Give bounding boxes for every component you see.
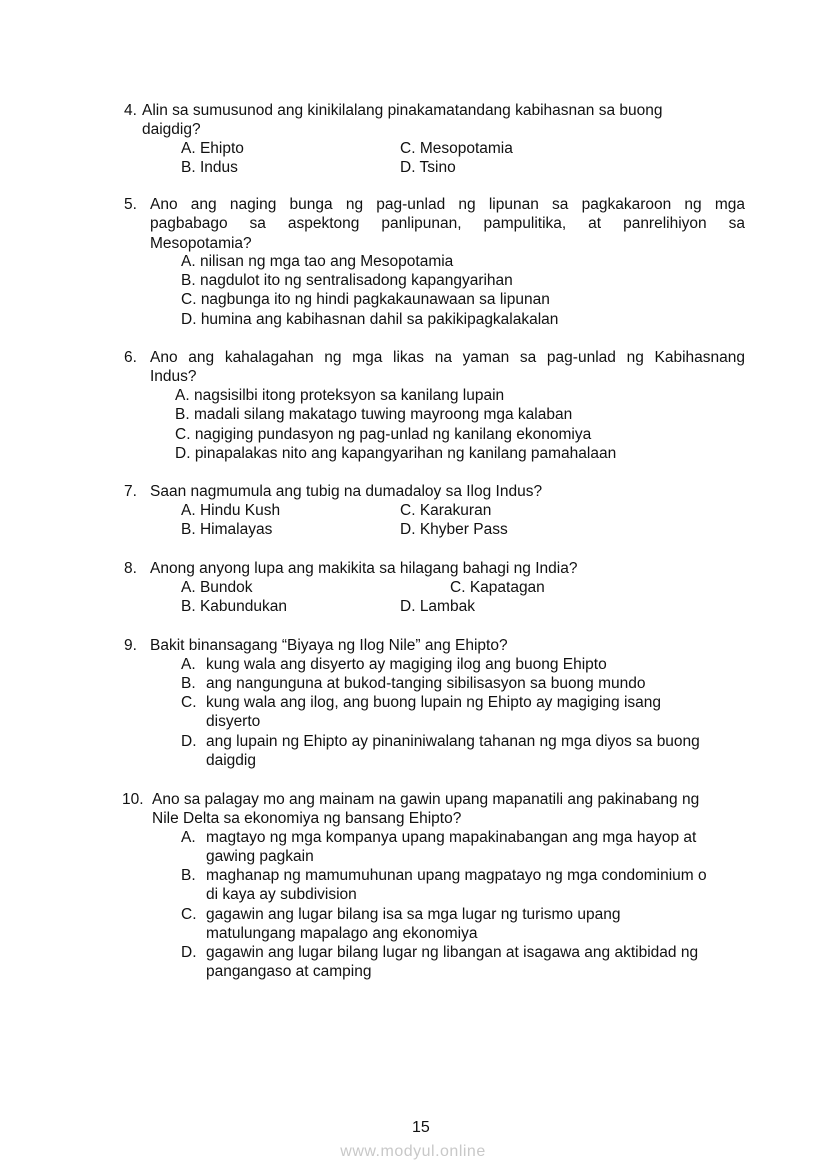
option-text: pinapalakas nito ang kapangyarihan ng kanilang pamahalaan	[194, 445, 617, 462]
option-text: matulungang mapalago ang ekonomiya	[206, 925, 478, 943]
question-stem-line: Ano ang naging bunga ng pag-unlad ng lipunan sa pagkakaroon ng mga	[150, 196, 745, 213]
answer-option	[400, 501, 491, 520]
option-text: Tsino	[419, 159, 456, 176]
answer-option	[181, 139, 244, 158]
option-text: Kabundukan	[199, 598, 288, 615]
option-letter: A.	[181, 829, 196, 846]
question-number: 5.	[124, 196, 137, 213]
option-text: humina ang kabihasnan dahil sa pakikipagkalakalan	[200, 311, 559, 328]
option-text: gagawin ang lugar bilang isa sa mga lugar ng turismo upang	[206, 906, 621, 923]
option-letter: C.	[175, 426, 191, 443]
option-letter: B.	[181, 598, 196, 615]
answer-option	[181, 290, 550, 309]
question-number: 8.	[124, 560, 137, 577]
option-text: maghanap ng mamumuhunan upang magpatayo ng mga condominium o	[206, 867, 707, 884]
answer-option	[181, 597, 287, 616]
option-text: kung wala ang disyerto ay magiging ilog ang buong Ehipto	[206, 656, 607, 673]
question-stem-line: Indus?	[150, 368, 197, 386]
question-stem-line: daigdig?	[142, 121, 201, 139]
option-letter: B.	[181, 675, 196, 692]
answer-option	[175, 386, 504, 405]
option-letter: B.	[181, 272, 196, 289]
option-letter: D.	[181, 944, 197, 961]
option-text: di kaya ay subdivision	[206, 886, 357, 904]
answer-option	[181, 252, 453, 271]
option-letter: A.	[181, 579, 196, 596]
question-number: 4.	[124, 102, 137, 119]
option-letter: C.	[181, 906, 197, 923]
question-stem-line: Ano sa palagay mo ang mainam na gawin upang mapanatili ang pakinabang ng	[152, 791, 700, 808]
option-text: Kapatagan	[469, 579, 545, 596]
answer-option	[400, 158, 456, 177]
answer-option	[175, 444, 616, 463]
answer-option	[181, 520, 272, 539]
option-letter: D.	[181, 311, 197, 328]
option-text: nagbunga ito ng hindi pagkakaunawaan sa lipunan	[200, 291, 550, 308]
question-number: 7.	[124, 483, 137, 500]
answer-option	[175, 425, 591, 444]
option-text: ang nangunguna at bukod-tanging sibilisasyon sa buong mundo	[206, 675, 646, 692]
option-letter: C.	[450, 579, 466, 596]
option-text: ang lupain ng Ehipto ay pinaniniwalang tahanan ng mga diyos sa buong	[206, 733, 700, 750]
option-text: nagiging pundasyon ng pag-unlad ng kanilang ekonomiya	[194, 426, 592, 443]
option-text: gagawin ang lugar bilang lugar ng libangan at isagawa ang aktibidad ng	[206, 944, 699, 961]
option-letter: D.	[400, 598, 416, 615]
option-letter: A.	[181, 502, 196, 519]
answer-option	[450, 578, 545, 597]
question-stem-line: pagbabago sa aspektong panlipunan, pampulitika, at panrelihiyon sa	[150, 215, 745, 233]
option-text: kung wala ang ilog, ang buong lupain ng Ehipto ay magiging isang	[206, 694, 662, 711]
option-text: Khyber Pass	[419, 521, 508, 538]
option-text: Ehipto	[199, 140, 244, 157]
watermark: www.modyul.online	[340, 1143, 486, 1160]
option-text: gawing pagkain	[206, 848, 314, 866]
question-number: 6.	[124, 349, 137, 366]
option-letter: A.	[181, 140, 196, 157]
option-letter: A.	[181, 253, 196, 270]
option-text: nagdulot ito ng sentralisadong kapangyarihan	[199, 272, 513, 289]
question-number: 9.	[124, 637, 137, 654]
question-stem-line: Saan nagmumula ang tubig na dumadaloy sa Ilog Indus?	[150, 483, 543, 500]
answer-option	[181, 158, 238, 177]
question-stem-line: Nile Delta sa ekonomiya ng bansang Ehipto?	[152, 810, 462, 828]
option-text: nilisan ng mga tao ang Mesopotamia	[199, 253, 454, 270]
question-stem-line: Ano ang kahalagahan ng mga likas na yaman sa pag-unlad ng Kabihasnang	[150, 349, 745, 366]
option-text: Himalayas	[199, 521, 273, 538]
option-text: pangangaso at camping	[206, 963, 372, 981]
option-letter: B.	[181, 867, 196, 884]
answer-option	[181, 271, 513, 290]
option-letter: C.	[181, 291, 197, 308]
option-letter: D.	[400, 159, 416, 176]
option-text: Karakuran	[419, 502, 492, 519]
option-text: Hindu Kush	[199, 502, 281, 519]
option-text: madali silang makatago tuwing mayroong mga kalaban	[193, 406, 573, 423]
option-letter: B.	[175, 406, 190, 423]
option-text: Bundok	[199, 579, 253, 596]
option-letter: C.	[400, 140, 416, 157]
option-text: nagsisilbi itong proteksyon sa kanilang lupain	[193, 387, 505, 404]
question-stem-line: Bakit binansagang “Biyaya ng Ilog Nile” ang Ehipto?	[150, 637, 508, 654]
question-stem-line: Anong anyong lupa ang makikita sa hilagang bahagi ng India?	[150, 560, 578, 577]
option-letter: C.	[400, 502, 416, 519]
question-number: 10.	[122, 791, 144, 808]
option-letter: D.	[181, 733, 197, 750]
option-letter: B.	[181, 521, 196, 538]
answer-option	[181, 578, 253, 597]
page-number: 15	[412, 1119, 430, 1136]
question-stem-line: Mesopotamia?	[150, 234, 252, 252]
answer-option	[181, 501, 280, 520]
option-text: daigdig	[206, 752, 256, 770]
option-letter: A.	[175, 387, 190, 404]
option-text: magtayo ng mga kompanya upang mapakinabangan ang mga hayop at	[206, 829, 697, 846]
question-stem-line: Alin sa sumusunod ang kinikilalang pinakamatandang kabihasnan sa buong	[142, 102, 663, 119]
option-letter: B.	[181, 159, 196, 176]
option-text: Mesopotamia	[419, 140, 513, 157]
option-letter: D.	[400, 521, 416, 538]
answer-option	[400, 597, 475, 616]
answer-option	[175, 405, 572, 424]
answer-option	[181, 310, 558, 329]
answer-option	[400, 520, 508, 539]
option-text: Lambak	[419, 598, 475, 615]
option-text: Indus	[199, 159, 238, 176]
option-letter: C.	[181, 694, 197, 711]
option-letter: D.	[175, 445, 191, 462]
option-text: disyerto	[206, 713, 261, 731]
answer-option	[400, 139, 513, 158]
option-letter: A.	[181, 656, 196, 673]
